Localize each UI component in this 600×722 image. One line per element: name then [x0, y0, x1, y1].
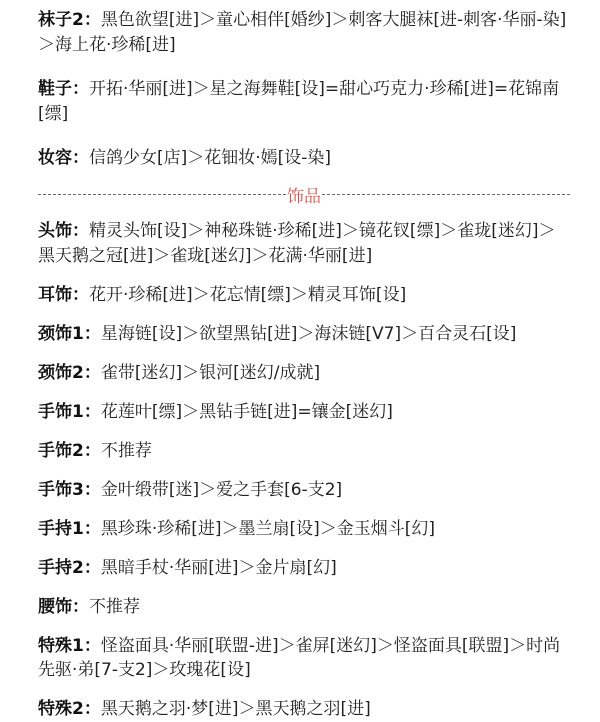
- entry-value: 信鸽少女[店]＞花钿妆·嫣[设-染]: [89, 148, 332, 168]
- section-divider: [38, 183, 570, 205]
- entry-value: 黑天鹅之羽·梦[进]＞黑天鹅之羽[进]: [100, 699, 371, 719]
- dashed-line: [322, 194, 570, 195]
- entry-value: 星海链[设]＞欲望黑钻[进]＞海沫链[V7]＞百合灵石[设]: [100, 323, 517, 344]
- section-title: 饰品: [287, 186, 321, 207]
- entry-value: 黑色欲望[进]＞童心相伴[婚纱]＞刺客大腿袜[进-刺客·华丽-染]＞海上花·珍稀[进]: [38, 10, 567, 55]
- entry-value: 开拓·华丽[进]＞星之海舞鞋[设]=甜心巧克力·珍稀[进]=花锦南[缥]: [38, 79, 560, 124]
- entry-necklace-2: [38, 361, 570, 386]
- entry-label: 手持2：: [38, 557, 101, 578]
- entry-label: 颈饰1：: [38, 323, 101, 344]
- entry-label: 腰饰：: [38, 596, 89, 617]
- entry-label: 手饰2：: [38, 440, 101, 461]
- entry-necklace-1: [38, 322, 570, 347]
- entry-label: 颈饰2：: [38, 362, 101, 383]
- entry-label: 头饰：: [38, 221, 89, 241]
- entry-value: 金叶缎带[迷]＞爱之手套[6-支2]: [100, 479, 343, 500]
- entry-label: 手饰3：: [38, 479, 101, 500]
- entry-label: 鞋子：: [38, 79, 89, 99]
- entry-waist: [38, 595, 570, 620]
- entry-handheld-1: [38, 517, 570, 542]
- entry-value: 黑珍珠·珍稀[进]＞墨兰扇[设]＞金玉烟斗[幻]: [100, 518, 436, 539]
- entry-handheld-2: [38, 556, 570, 581]
- entry-label: 手持1：: [38, 518, 101, 539]
- entry-bracelet-2: [38, 439, 570, 464]
- entry-value: 黑暗手杖·华丽[进]＞金片扇[幻]: [100, 557, 337, 578]
- entry-label: 特殊1：: [38, 635, 101, 656]
- entry-value: 不推荐: [100, 440, 152, 461]
- entry-label: 妆容：: [38, 148, 89, 168]
- entry-earrings: [38, 283, 570, 308]
- entry-label: 特殊2：: [38, 699, 101, 719]
- entry-socks-2: [38, 8, 570, 57]
- entry-shoes: [38, 77, 570, 126]
- entry-label: 袜子2：: [38, 10, 101, 30]
- entry-makeup: [38, 146, 570, 171]
- entry-label: 手饰1：: [38, 401, 101, 422]
- entry-value: 花开·珍稀[进]＞花忘情[缥]＞精灵耳饰[设]: [89, 284, 407, 305]
- entry-value: 花莲叶[缥]＞黑钻手链[进]=镶金[迷幻]: [100, 401, 393, 422]
- entry-value: 精灵头饰[设]＞神秘珠链·珍稀[进]＞镜花钗[缥]＞雀珑[迷幻]＞黑天鹅之冠[进]＞雀珑[迷幻]＞花满·华丽[进]: [38, 221, 556, 266]
- entry-value: 不推荐: [89, 596, 140, 617]
- entry-special-1: [38, 634, 570, 683]
- entry-value: 怪盗面具·华丽[联盟-进]＞雀屏[迷幻]＞怪盗面具[联盟]＞时尚先驱·弟[7-支2]＞玫瑰花[设]: [38, 635, 561, 680]
- entry-label: 耳饰：: [38, 284, 89, 305]
- entry-value: 雀带[迷幻]＞银河[迷幻/成就]: [100, 362, 321, 383]
- entry-bracelet-1: [38, 400, 570, 425]
- entry-headwear: [38, 219, 570, 268]
- entry-special-2: [38, 697, 570, 722]
- dashed-line: [38, 194, 286, 195]
- entry-bracelet-3: [38, 478, 570, 503]
